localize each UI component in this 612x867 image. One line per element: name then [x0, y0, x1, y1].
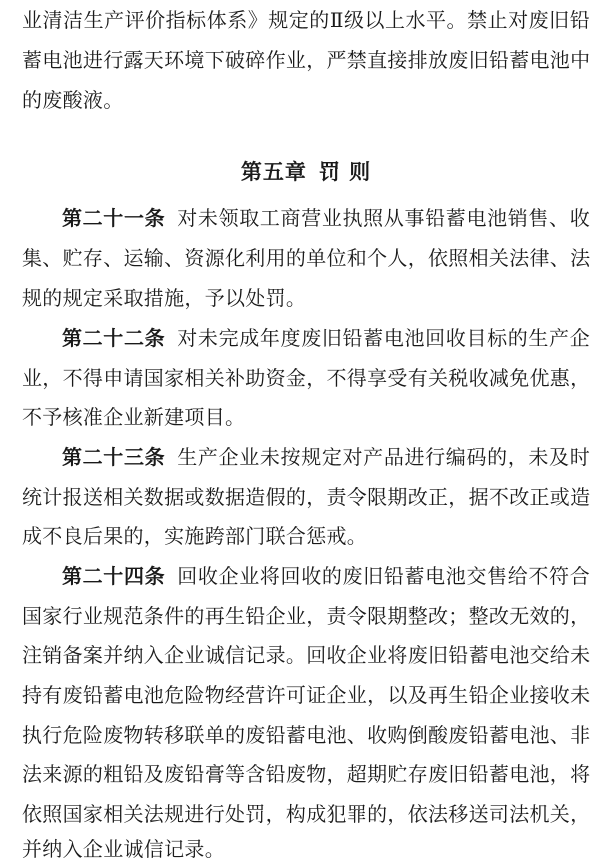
text-line: 依照国家相关法规进行处罚，构成犯罪的，依法移送司法机关， [22, 802, 591, 826]
text-line: 并纳入企业诚信记录。 [22, 837, 225, 861]
article-first-line [62, 324, 590, 352]
article-number: 第二十二条 [62, 326, 166, 350]
article-number: 第二十四条 [62, 564, 166, 588]
text-line: 不予核准企业新建项目。 [22, 405, 246, 429]
text-line: 规的规定采取措施，予以处罚。 [22, 286, 307, 310]
text-line: 业清洁生产评价指标体系》规定的Ⅱ级以上水平。禁止对废旧铅 [22, 8, 590, 32]
article-first-line [62, 562, 590, 590]
text-line: 的废酸液。 [22, 88, 124, 112]
article-text: 对未领取工商营业执照从事铅蓄电池销售、收 [177, 206, 591, 230]
text-line: 集、贮存、运输、资源化利用的单位和个人，依照相关法律、法 [22, 246, 591, 270]
chapter-title: 罚 则 [318, 160, 372, 184]
text-line: 注销备案并纳入企业诚信记录。回收企业将废旧铅蓄电池交给未 [22, 643, 591, 667]
chapter-heading [0, 158, 612, 186]
article-text: 生产企业未按规定对产品进行编码的，未及时 [177, 445, 591, 469]
article-number: 第二十三条 [62, 445, 166, 469]
text-line: 统计报送相关数据或数据造假的，责令限期改正，据不改正或造 [22, 485, 591, 509]
article-first-line [62, 204, 590, 232]
text-line: 执行危险废物转移联单的废铅蓄电池、收购倒酸废铅蓄电池、非 [22, 723, 591, 747]
article-first-line [62, 443, 590, 471]
chapter-number: 第五章 [240, 160, 307, 184]
text-line: 业，不得申请国家相关补助资金，不得享受有关税收减免优惠， [22, 366, 591, 390]
text-line: 成不良后果的，实施跨部门联合惩戒。 [22, 524, 368, 548]
text-line: 蓄电池进行露天环境下破碎作业，严禁直接排放废旧铅蓄电池中 [22, 48, 591, 72]
text-line: 国家行业规范条件的再生铅企业，责令限期整改；整改无效的， [22, 604, 591, 628]
text-line: 持有废铅蓄电池危险物经营许可证企业，以及再生铅企业接收未 [22, 683, 591, 707]
article-number: 第二十一条 [62, 206, 166, 230]
text-line: 法来源的粗铅及废铅膏等含铅废物，超期贮存废旧铅蓄电池，将 [22, 762, 591, 786]
article-text: 回收企业将回收的废旧铅蓄电池交售给不符合 [177, 564, 591, 588]
article-text: 对未完成年度废旧铅蓄电池回收目标的生产企 [177, 326, 591, 350]
